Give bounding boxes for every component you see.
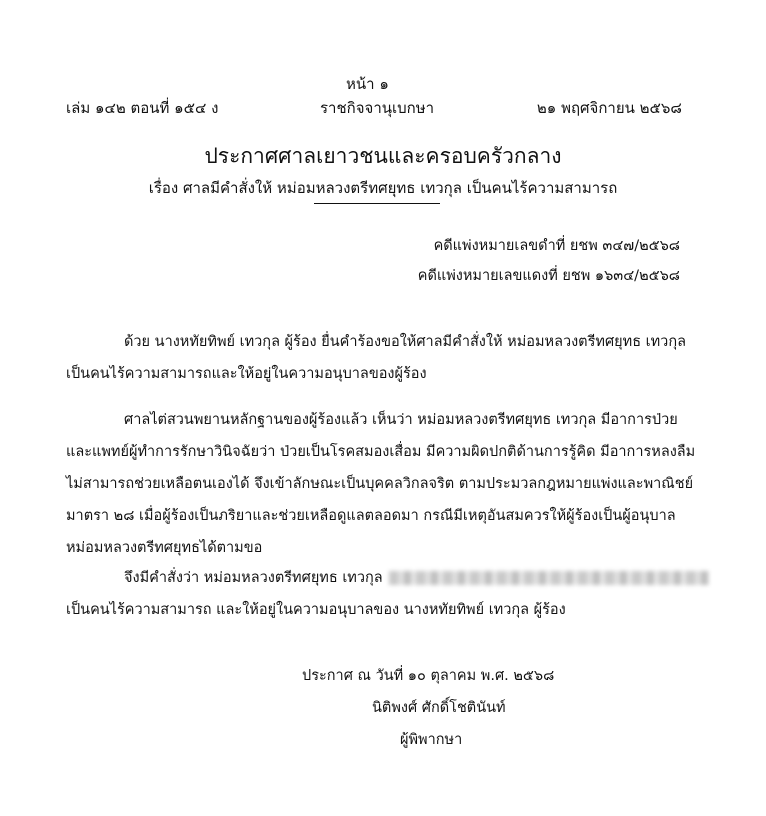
body-line: และแพทย์ผู้ทำการรักษาวินิจฉัยว่า ป่วยเป็นโรคสมองเสื่อม มีความผิดปกติด้านการรู้คิด มีอาการหลงลืม xyxy=(66,444,696,460)
judge-title: ผู้พิพากษา xyxy=(400,732,463,748)
body-line: ด้วย นางหทัยทิพย์ เทวกุล ผู้ร้อง ยื่นคำร้องขอให้ศาลมีคำสั่งให้ หม่อมหลวงตรีทศยุทธ เทวกุล xyxy=(124,334,686,350)
judge-name: นิติพงศ์ ศักดิ์โชตินันท์ xyxy=(372,700,506,716)
body-paragraph-1 xyxy=(124,330,686,353)
body-line: ศาลไต่สวนพยานหลักฐานของผู้ร้องแล้ว เห็นว่า หม่อมหลวงตรีทศยุทธ เทวกุล มีอาการป่วย xyxy=(124,412,678,428)
body-paragraph-3 xyxy=(124,566,709,589)
body-line: เป็นคนไร้ความสามารถ และให้อยู่ในความอนุบาลของ นางหทัยทิพย์ เทวกุล ผู้ร้อง xyxy=(66,602,566,618)
page-number: หน้า ๑ xyxy=(346,75,389,93)
announcement-subject: เรื่อง ศาลมีคำสั่งให้ หม่อมหลวงตรีทศยุทธ เทวกุล เป็นคนไร้ความสามารถ xyxy=(148,179,618,197)
publication-date: ๒๑ พฤศจิกายน ๒๕๖๘ xyxy=(536,99,682,117)
body-line: จึงมีคำสั่งว่า หม่อมหลวงตรีทศยุทธ เทวกุล xyxy=(124,570,383,586)
body-line: หม่อมหลวงตรีทศยุทธได้ตามขอ xyxy=(66,540,263,556)
body-paragraph-2 xyxy=(124,408,678,431)
redacted-text xyxy=(389,571,709,585)
body-line: ไม่สามารถช่วยเหลือตนเองได้ จึงเข้าลักษณะเป็นบุคคลวิกลจริต ตามประมวลกฎหมายแพ่งและพาณิชย์ xyxy=(66,476,694,492)
announcement-title: ประกาศศาลเยาวชนและครอบครัวกลาง xyxy=(204,144,562,168)
announcement-date: ประกาศ ณ วันที่ ๑๐ ตุลาคม พ.ศ. ๒๕๖๘ xyxy=(302,668,555,684)
body-line: มาตรา ๒๘ เมื่อผู้ร้องเป็นภริยาและช่วยเหลือดูแลตลอดมา กรณีมีเหตุอันสมควรให้ผู้ร้องเป็นผู้อนุบาล xyxy=(66,508,676,524)
volume-issue: เล่ม ๑๔๒ ตอนที่ ๑๕๔ ง xyxy=(66,99,219,117)
title-divider xyxy=(314,203,440,204)
black-case-number: คดีแพ่งหมายเลขดำที่ ยชพ ๓๔๗/๒๕๖๘ xyxy=(433,238,680,254)
red-case-number: คดีแพ่งหมายเลขแดงที่ ยชพ ๑๖๓๔/๒๕๖๘ xyxy=(417,268,680,284)
publication-name: ราชกิจจานุเบกษา xyxy=(320,99,435,117)
body-line: เป็นคนไร้ความสามารถและให้อยู่ในความอนุบาลของผู้ร้อง xyxy=(66,366,427,382)
